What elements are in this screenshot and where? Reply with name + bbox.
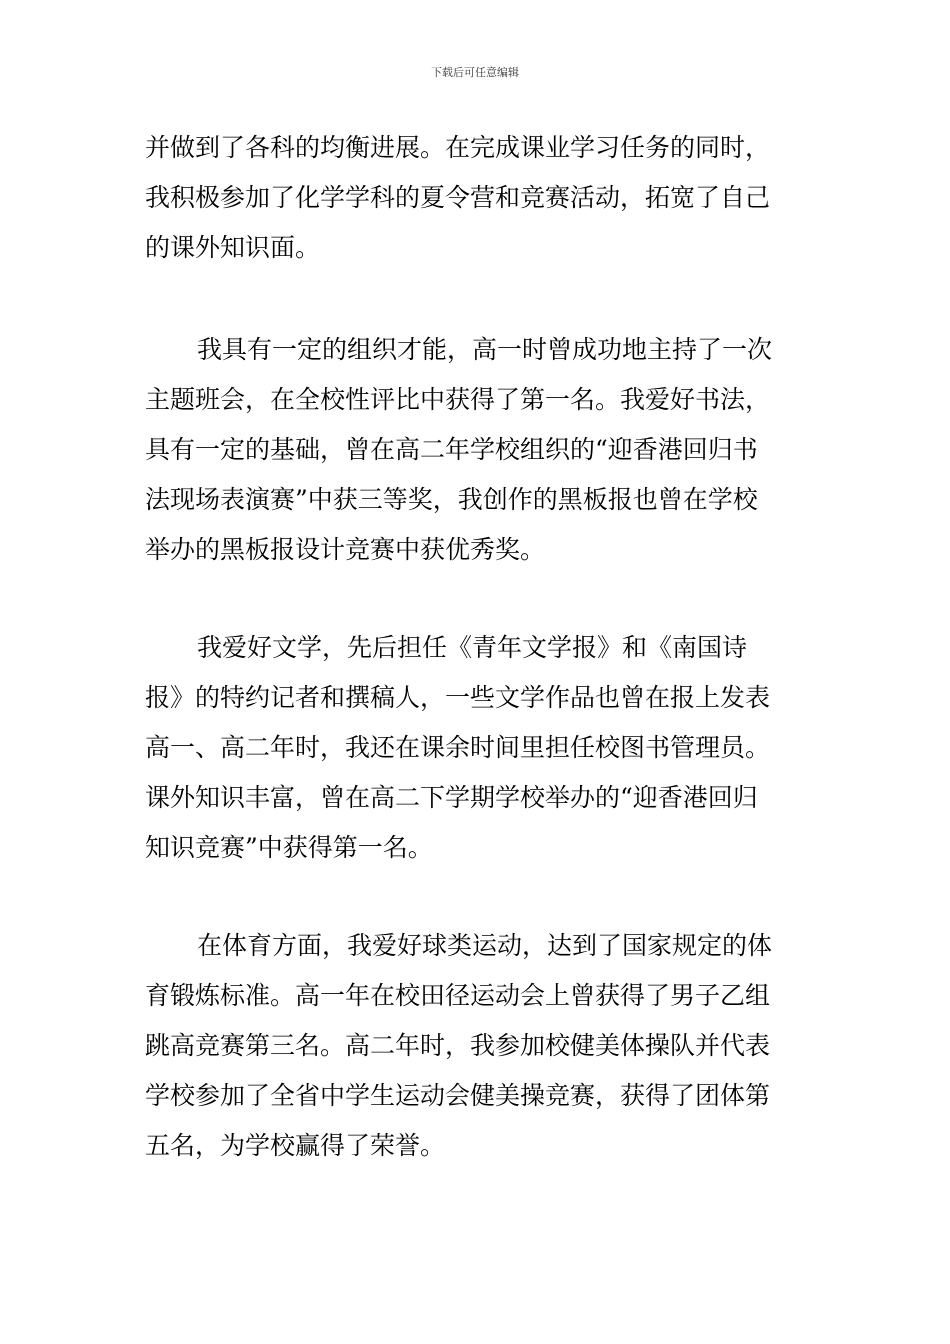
paragraph-4-line-2: 育锻炼标准。高一年在校田径运动会上曾获得了男子乙组 [145, 981, 771, 1010]
paragraph-3-line-1: 我爱好文学，先后担任《青年文学报》和《南国诗 [197, 633, 748, 662]
paragraph-2-line-5: 举办的黑板报设计竞赛中获优秀奖。 [145, 535, 546, 564]
paragraph-3-line-3: 高一、高二年时，我还在课余时间里担任校图书管理员。 [145, 733, 771, 762]
paragraph-2-line-1: 我具有一定的组织才能，高一时曾成功地主持了一次 [197, 335, 773, 364]
paragraph-2-line-2: 主题班会，在全校性评比中获得了第一名。我爱好书法， [145, 385, 771, 414]
paragraph-3-line-5: 知识竞赛”中获得第一名。 [145, 833, 433, 862]
paragraph-3-line-4: 课外知识丰富，曾在高二下学期学校举办的“迎香港回归 [145, 783, 758, 812]
paragraph-3-line-2: 报》的特约记者和撰稿人，一些文学作品也曾在报上发表 [145, 683, 771, 712]
page-header: 下载后可任意编辑 [431, 66, 519, 79]
paragraph-4-line-1: 在体育方面，我爱好球类运动，达到了国家规定的体 [197, 931, 773, 960]
paragraph-2-line-3: 具有一定的基础，曾在高二年学校组织的“迎香港回归书 [145, 435, 758, 464]
paragraph-4-line-4: 学校参加了全省中学生运动会健美操竞赛，获得了团体第 [145, 1081, 771, 1110]
paragraph-4-line-5: 五名，为学校赢得了荣誉。 [145, 1131, 446, 1160]
paragraph-1-line-2: 我积极参加了化学学科的夏令营和竞赛活动，拓宽了自己 [145, 183, 771, 212]
paragraph-1-line-3: 的课外知识面。 [145, 233, 321, 262]
paragraph-2-line-4: 法现场表演赛”中获三等奖，我创作的黑板报也曾在学校 [145, 485, 758, 514]
paragraph-1-line-1: 并做到了各科的均衡进展。在完成课业学习任务的同时， [145, 133, 771, 162]
paragraph-4-line-3: 跳高竞赛第三名。高二年时，我参加校健美体操队并代表 [145, 1031, 771, 1060]
